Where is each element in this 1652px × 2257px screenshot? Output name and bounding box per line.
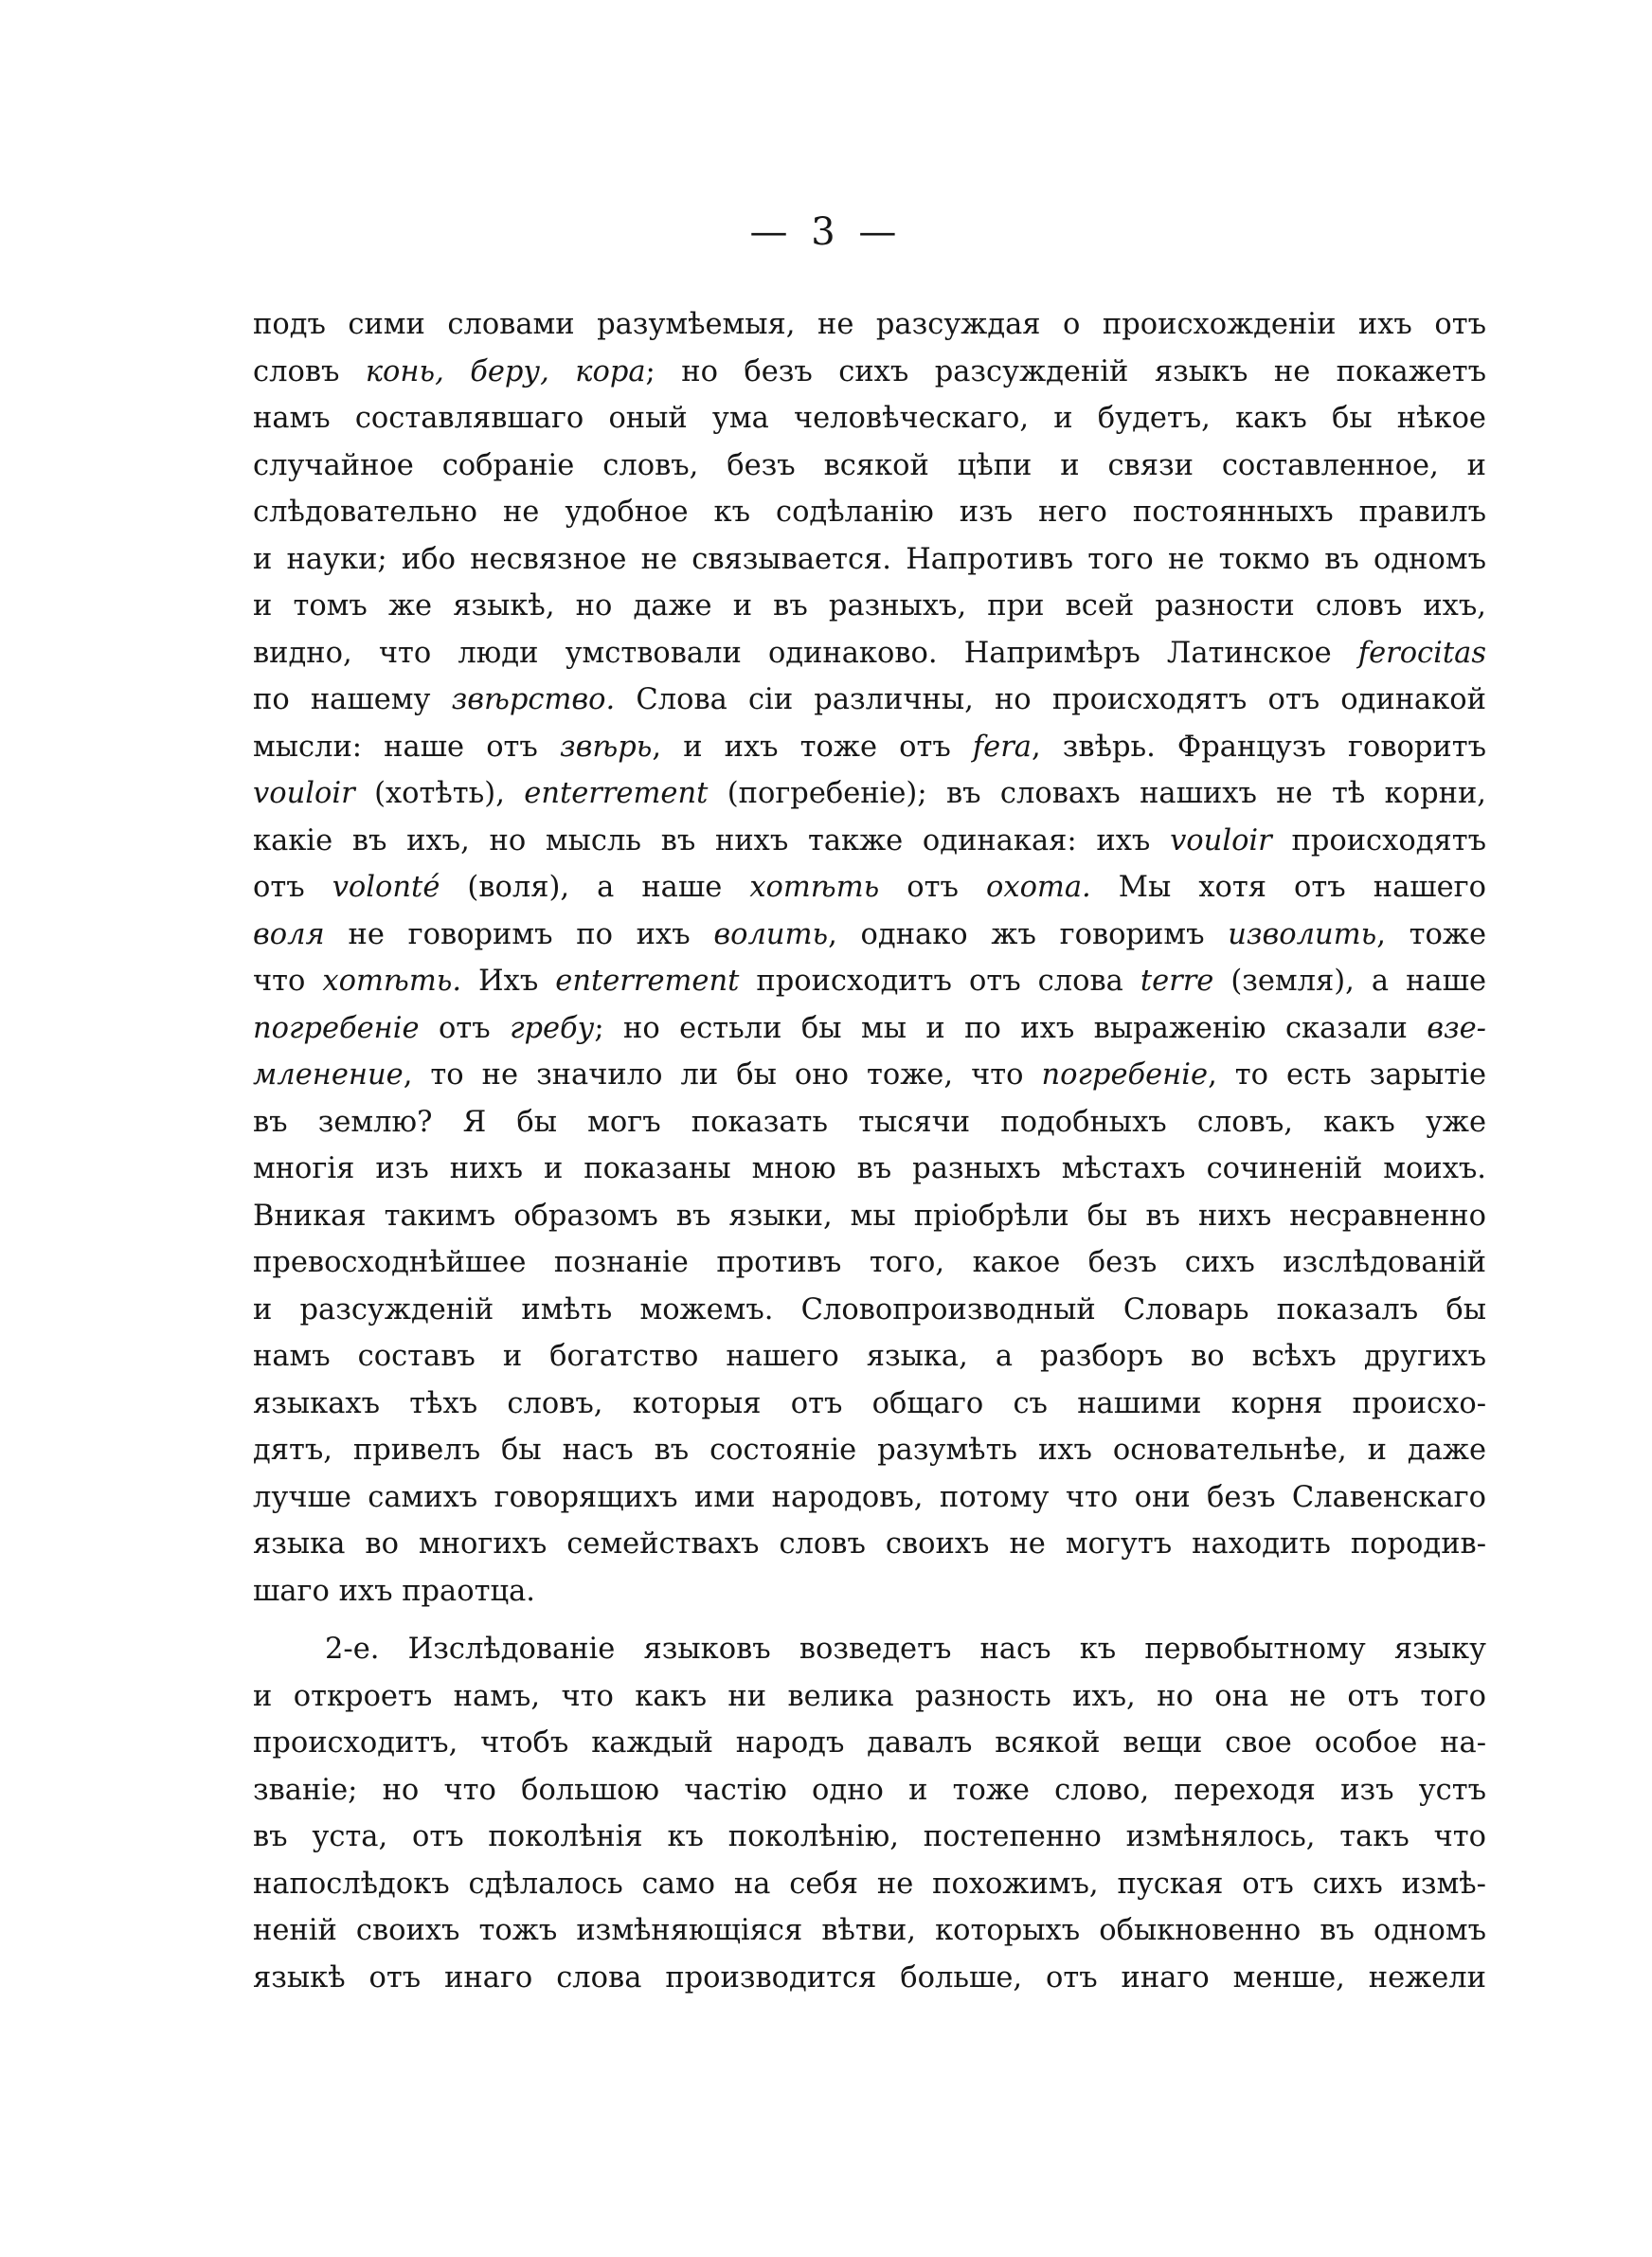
text-run: въ землю? Я бы могъ показать тысячи подобныхъ словъ, какъ уже bbox=[253, 1105, 1486, 1139]
text-run: слѣдовательно не удобное къ содѣланію изъ него постоянныхъ правилъ bbox=[253, 496, 1486, 529]
text-line bbox=[253, 770, 1486, 818]
text-line bbox=[253, 1814, 1486, 1861]
italic-word: изволить bbox=[1228, 917, 1377, 951]
text-run: не говоримъ по ихъ bbox=[324, 917, 714, 951]
text-run: отъ bbox=[419, 1011, 511, 1045]
text-run: по нашему bbox=[253, 683, 452, 716]
italic-word: enterrement bbox=[555, 965, 740, 998]
text-run: и разсужденій имѣть можемъ. Словопроизводный Словарь показалъ бы bbox=[253, 1292, 1486, 1327]
body-text bbox=[253, 301, 1486, 2001]
text-line bbox=[253, 1861, 1486, 1908]
text-line bbox=[253, 1720, 1486, 1767]
text-line bbox=[253, 1333, 1486, 1381]
text-run: превосходнѣйшее познаніе противъ того, какое безъ сихъ изслѣдованій bbox=[253, 1246, 1486, 1279]
italic-word: звѣрь bbox=[559, 730, 653, 764]
text-run: (погребеніе); въ словахъ нашихъ не тѣ корни, bbox=[708, 777, 1486, 810]
text-line bbox=[253, 1287, 1486, 1334]
text-run: 2-е. Изслѣдованіе языковъ возведетъ насъ къ первобытному языку bbox=[325, 1633, 1486, 1666]
text-line bbox=[253, 1521, 1486, 1568]
text-run: , тоже bbox=[1376, 917, 1487, 951]
italic-word: взе- bbox=[1427, 1011, 1486, 1045]
text-run: Вникая такимъ образомъ въ языки, мы пріобрѣли бы въ нихъ несравненно bbox=[253, 1199, 1486, 1233]
italic-word: волить bbox=[713, 917, 829, 951]
italic-word: конь, беру, кора bbox=[365, 354, 646, 388]
italic-word: vouloir bbox=[253, 777, 355, 810]
text-line bbox=[253, 1381, 1486, 1428]
text-run: Слова сіи различны, но происходятъ отъ одинакой bbox=[615, 683, 1486, 716]
italic-word: погребеніе bbox=[253, 1011, 420, 1045]
text-line bbox=[253, 1146, 1486, 1193]
text-run: происходитъ, чтобъ каждый народъ давалъ всякой вещи свое особое на- bbox=[253, 1726, 1486, 1760]
text-run: неній своихъ тожъ измѣняющіяся вѣтви, которыхъ обыкновенно въ одномъ bbox=[253, 1914, 1486, 1947]
text-run: происходитъ отъ слова bbox=[739, 965, 1140, 998]
italic-word: enterrement bbox=[524, 777, 709, 810]
text-run: и томъ же языкѣ, но даже и въ разныхъ, при всей разности словъ ихъ, bbox=[253, 589, 1486, 623]
italic-word: vouloir bbox=[1170, 823, 1272, 858]
italic-word: terre bbox=[1140, 965, 1214, 998]
text-run: лучше самихъ говорящихъ ими народовъ, потому что они безъ Славенскаго bbox=[253, 1480, 1486, 1514]
text-line bbox=[253, 1239, 1486, 1287]
text-line bbox=[253, 1626, 1486, 1673]
italic-word: охота. bbox=[986, 871, 1091, 904]
text-run: намъ составлявшаго оный ума человѣческаго, и будетъ, какъ бы нѣкое bbox=[253, 402, 1486, 435]
italic-word: хотѣть bbox=[749, 871, 880, 904]
text-line bbox=[253, 1099, 1486, 1147]
text-run: ; но безъ сихъ разсужденій языкъ не покажетъ bbox=[645, 354, 1487, 388]
text-line bbox=[253, 1673, 1486, 1721]
text-run: языкѣ отъ инаго слова производится больше, отъ инаго менше, нежели bbox=[253, 1960, 1486, 1995]
text-line bbox=[253, 536, 1486, 584]
text-run: что bbox=[253, 965, 323, 998]
text-run: мысли: наше отъ bbox=[253, 730, 560, 764]
text-run: , звѣрь. Французъ говоритъ bbox=[1031, 730, 1486, 764]
text-line bbox=[253, 1005, 1486, 1053]
text-line bbox=[253, 818, 1486, 865]
text-run: и откроетъ намъ, что какъ ни велика разность ихъ, но она не отъ того bbox=[253, 1679, 1486, 1713]
text-line bbox=[253, 1907, 1486, 1955]
italic-word: звѣрство. bbox=[451, 683, 616, 716]
text-run: (земля), а наше bbox=[1213, 965, 1486, 998]
page-number: — 3 — bbox=[749, 210, 903, 254]
text-line bbox=[253, 349, 1486, 396]
text-run: шаго ихъ праотца. bbox=[253, 1574, 535, 1608]
text-line bbox=[253, 1427, 1486, 1474]
text-run: (хотѣть), bbox=[354, 777, 525, 810]
text-run: (воля), а наше bbox=[440, 871, 750, 904]
text-run: случайное собраніе словъ, безъ всякой цѣпи и связи составленное, и bbox=[253, 448, 1486, 482]
italic-word: ferocitas bbox=[1357, 636, 1486, 670]
text-run: въ уста, отъ поколѣнія къ поколѣнію, постепенно измѣнялось, такъ что bbox=[253, 1820, 1486, 1853]
italic-word: погребеніе bbox=[1041, 1058, 1209, 1092]
text-line bbox=[253, 912, 1486, 959]
text-run: многія изъ нихъ и показаны мною въ разныхъ мѣстахъ сочиненій моихъ. bbox=[253, 1152, 1486, 1185]
text-run: Ихъ bbox=[461, 965, 556, 998]
text-line bbox=[253, 958, 1486, 1005]
text-run: видно, что люди умствовали одинаково. Напримѣръ Латинское bbox=[253, 636, 1358, 670]
text-line bbox=[253, 630, 1486, 677]
text-line bbox=[253, 1955, 1486, 2002]
text-line bbox=[253, 301, 1486, 349]
text-line bbox=[253, 1052, 1486, 1099]
text-run: , то есть зарытіе bbox=[1208, 1058, 1486, 1092]
text-run: , однако жъ говоримъ bbox=[828, 917, 1229, 951]
text-line bbox=[253, 583, 1486, 630]
text-run: намъ составъ и богатство нашего языка, а разборъ во всѣхъ другихъ bbox=[253, 1340, 1486, 1373]
text-line bbox=[253, 864, 1486, 912]
text-run: подъ сими словами разумѣемыя, не разсуждая о происхожденіи ихъ отъ bbox=[253, 308, 1486, 341]
text-line bbox=[253, 442, 1486, 490]
text-run: происходятъ bbox=[1271, 823, 1486, 858]
text-run: званіе; но что большою частію одно и тоже слово, переходя изъ устъ bbox=[253, 1773, 1486, 1807]
text-line bbox=[253, 1474, 1486, 1522]
text-run: языкахъ тѣхъ словъ, которыя отъ общаго съ нашими корня происхо- bbox=[253, 1386, 1486, 1420]
text-line bbox=[253, 489, 1486, 536]
italic-word: fera bbox=[972, 730, 1032, 764]
text-run: и науки; ибо несвязное не связывается. Напротивъ того не токмо въ одномъ bbox=[253, 542, 1486, 576]
text-run: словъ bbox=[253, 354, 366, 388]
text-run: , и ихъ тоже отъ bbox=[652, 730, 973, 764]
text-run: отъ bbox=[879, 871, 986, 904]
text-line bbox=[253, 395, 1486, 442]
italic-word: volonté bbox=[332, 871, 440, 904]
italic-word: гребу bbox=[510, 1011, 595, 1045]
text-run: напослѣдокъ сдѣлалось само на себя не похожимъ, пуская отъ сихъ измѣ- bbox=[253, 1867, 1486, 1901]
text-line bbox=[253, 677, 1486, 724]
text-run: дятъ, привелъ бы насъ въ состояніе разумѣть ихъ основательнѣе, и даже bbox=[253, 1434, 1486, 1467]
text-run: языка во многихъ семействахъ словъ своихъ не могутъ находить породив- bbox=[253, 1527, 1486, 1561]
text-line bbox=[253, 1193, 1486, 1240]
text-line bbox=[253, 1767, 1486, 1815]
text-run: ; но естьли бы мы и по ихъ выраженію сказали bbox=[594, 1011, 1428, 1045]
italic-word: мленение bbox=[253, 1058, 404, 1092]
text-run: отъ bbox=[253, 871, 332, 904]
text-line bbox=[253, 1568, 1486, 1616]
italic-word: хотѣть. bbox=[322, 965, 462, 998]
text-run: Мы хотя отъ нашего bbox=[1090, 871, 1487, 904]
text-run: , то не значило ли бы оно тоже, что bbox=[403, 1058, 1042, 1092]
text-line bbox=[253, 724, 1486, 771]
text-run: какіе въ ихъ, но мысль въ нихъ также одинакая: ихъ bbox=[253, 823, 1171, 858]
italic-word: воля bbox=[253, 917, 325, 951]
